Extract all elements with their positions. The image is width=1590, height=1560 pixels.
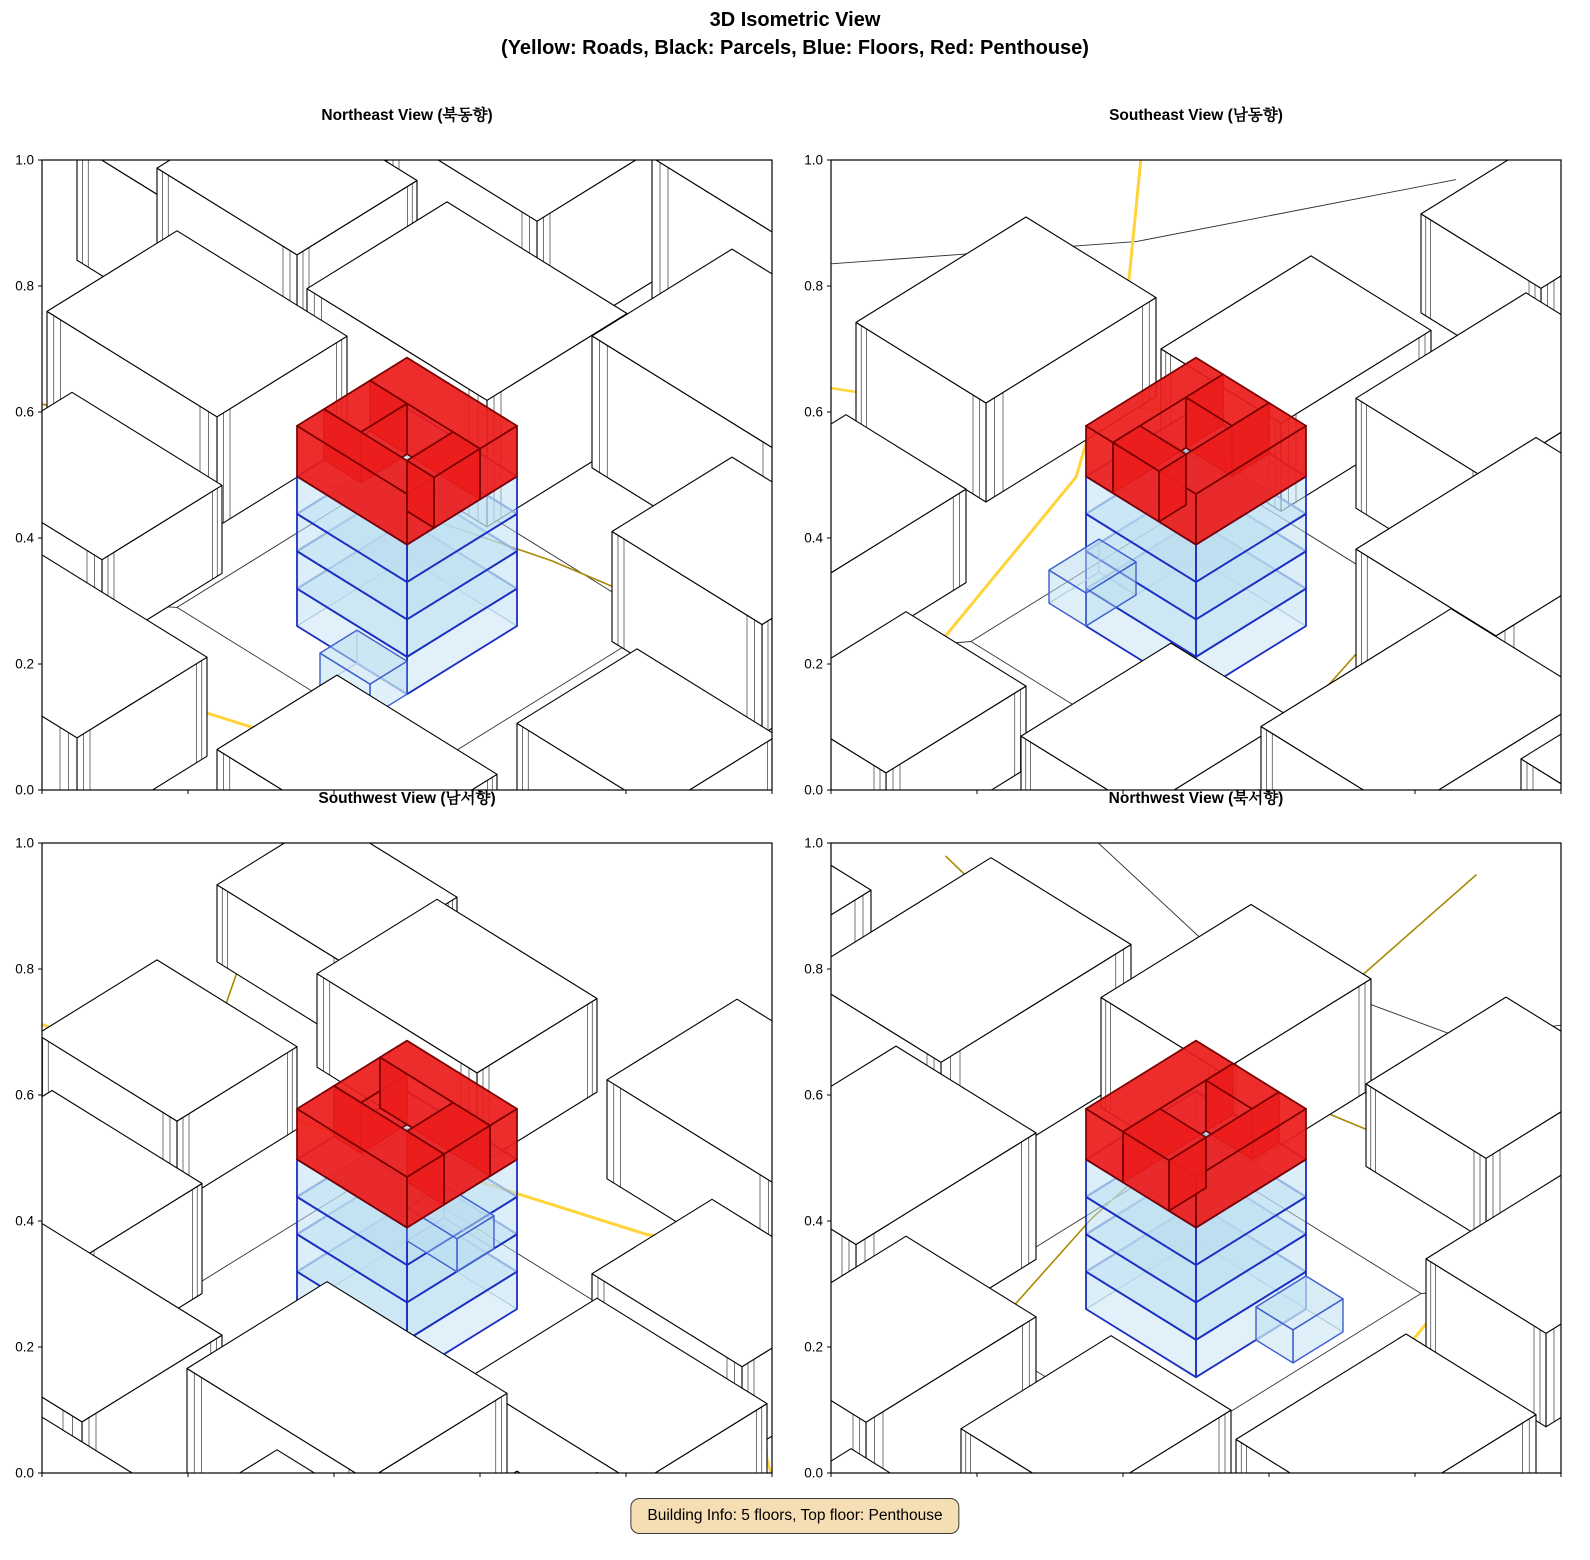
building-info-badge: Building Info: 5 floors, Top floor: Penthouse xyxy=(630,1498,959,1534)
x-tick-label xyxy=(325,1480,344,1481)
subplot-northeast xyxy=(0,95,787,798)
y-tick-label: 0.6 xyxy=(804,1087,823,1103)
figure-title xyxy=(0,6,1590,62)
subplot-title-northeast: Northeast View (북동향) xyxy=(321,107,493,124)
x-tick-label xyxy=(1260,1480,1279,1481)
y-tick-label: 0.8 xyxy=(15,278,34,294)
y-tick-label: 1.0 xyxy=(15,152,34,168)
x-tick-label xyxy=(617,1480,636,1481)
y-tick-label: 0.8 xyxy=(804,961,823,977)
plot-canvas-southeast xyxy=(786,125,1576,798)
y-tick-label: 0.2 xyxy=(804,1339,823,1355)
parcel-building xyxy=(0,233,22,487)
y-tick-label: 0.6 xyxy=(15,404,34,420)
x-tick-label xyxy=(822,1480,841,1481)
y-tick-label: 0.4 xyxy=(804,1213,823,1229)
subplot-southeast xyxy=(786,95,1576,798)
y-tick-label: 0.8 xyxy=(15,961,34,977)
plot-canvas-northeast xyxy=(0,125,787,798)
y-tick-label: 0.8 xyxy=(804,278,823,294)
x-tick-label xyxy=(471,1480,490,1481)
scene-northeast xyxy=(0,125,787,798)
y-tick-label: 0.4 xyxy=(15,530,34,546)
y-tick-label: 0.0 xyxy=(804,782,823,798)
y-tick-label: 0.2 xyxy=(804,656,823,672)
subplot-title-southeast: Southeast View (남동향) xyxy=(1109,107,1283,124)
subplot-title-northwest: Northwest View (북서향) xyxy=(1108,790,1284,807)
plot-canvas-southwest xyxy=(0,808,787,1481)
subplot-southwest xyxy=(0,778,787,1481)
y-tick-label: 1.0 xyxy=(15,835,34,851)
y-tick-label: 0.2 xyxy=(15,656,34,672)
y-tick-label: 0.0 xyxy=(804,1465,823,1481)
y-tick-label: 0.6 xyxy=(804,404,823,420)
y-tick-label: 0.0 xyxy=(15,1465,34,1481)
x-tick-label xyxy=(33,1480,52,1481)
plot-canvas-northwest xyxy=(786,808,1576,1481)
parcel-building xyxy=(477,1473,737,1482)
figure-title-line1: 3D Isometric View xyxy=(709,9,881,31)
y-tick-label: 1.0 xyxy=(804,152,823,168)
x-tick-label xyxy=(1406,1480,1425,1481)
x-tick-label xyxy=(179,1480,198,1481)
subplot-title-southwest: Southwest View (남서향) xyxy=(318,790,496,807)
figure-title-line2: (Yellow: Roads, Black: Parcels, Blue: Floors, Red: Penthouse) xyxy=(501,37,1089,59)
y-tick-label: 0.4 xyxy=(15,1213,34,1229)
y-tick-label: 0.6 xyxy=(15,1087,34,1103)
y-tick-label: 0.0 xyxy=(15,782,34,798)
y-tick-label: 1.0 xyxy=(804,835,823,851)
x-tick-label xyxy=(968,1480,987,1481)
y-tick-label: 0.4 xyxy=(804,530,823,546)
y-tick-label: 0.2 xyxy=(15,1339,34,1355)
x-tick-label xyxy=(1552,1480,1571,1481)
subplot-northwest xyxy=(786,778,1576,1481)
x-tick-label xyxy=(763,1480,782,1481)
x-tick-label xyxy=(1114,1480,1133,1481)
